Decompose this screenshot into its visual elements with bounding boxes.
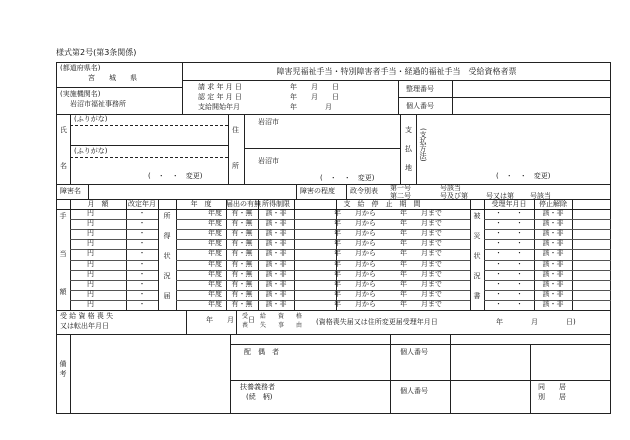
limit-cell: 該・非 (265, 289, 287, 298)
start-month-label: 支給開始年月 (198, 103, 240, 111)
release-cell: 該・非 (542, 299, 564, 308)
furigana-1: (ふりがな) (74, 115, 108, 123)
pension-gaitou1: 号該当 (440, 184, 461, 192)
seiri-label: 整理番号 (406, 85, 434, 93)
support-relation: (続 柄) (246, 393, 273, 401)
report-cell: 有・無 (231, 219, 253, 228)
loss-reason-label-1: 受 給 資 格 (242, 313, 303, 320)
revision-cell: ・ (138, 289, 146, 298)
receipt-cell: ・ ・ (495, 239, 523, 248)
agency-value: 岩沼市福祉事務所 (70, 100, 126, 108)
receipt-cell: ・ ・ (495, 269, 523, 278)
revision-cell: ・ (138, 229, 146, 238)
stop-to-cell: 年 月まで (400, 299, 442, 308)
pension-gaitou2: 号及び第 (440, 192, 468, 200)
table-vline (572, 199, 573, 310)
spouse-label: 配 偶 者 (244, 348, 279, 356)
stop-from-cell: 年 月から (334, 229, 376, 238)
year-cell: 年度 (208, 299, 222, 308)
release-cell: 該・非 (542, 279, 564, 288)
amount-cell: 円 (87, 269, 94, 278)
pension-gaitou3: 号又は第 (486, 192, 514, 200)
loss-reason-note: (資格喪失届又は住所変更届受理年月日 (316, 318, 438, 326)
spouse-kojin-label: 個人番号 (400, 348, 428, 356)
right-label-char: 災 (473, 232, 481, 240)
year-cell: 年度 (208, 239, 222, 248)
report-cell: 有・無 (231, 279, 253, 288)
approval-date-value: 年 月 日 (290, 93, 339, 101)
report-cell: 有・無 (231, 269, 253, 278)
report-cell: 有・無 (231, 229, 253, 238)
stop-from-cell: 年 月から (334, 209, 376, 217)
right-label-char: 被 (473, 212, 481, 220)
receipt-cell: ・ ・ (495, 219, 523, 228)
report-cell: 有・無 (231, 239, 253, 248)
amount-cell: 円 (87, 279, 94, 288)
limit-cell: 該・非 (265, 269, 287, 278)
table-hline (56, 310, 611, 311)
receipt-cell: ・ ・ (495, 229, 523, 238)
name-shi: 氏 (60, 126, 67, 134)
revision-cell: ・ (138, 299, 146, 308)
revision-cell: ・ (138, 259, 146, 268)
amount-cell: 円 (87, 229, 94, 238)
year-cell: 年度 (208, 219, 222, 228)
col-limit-header: 所得制限 (262, 200, 290, 208)
address-label-2: 所 (232, 162, 239, 170)
col-report-header: 届出の有無 (226, 200, 261, 208)
limit-cell: 該・非 (265, 209, 287, 217)
stop-to-cell: 年 月まで (400, 219, 442, 228)
stop-to-cell: 年 月まで (400, 279, 442, 288)
loss-date-value: 年 月 日 (206, 316, 255, 324)
stop-from-cell: 年 月から (334, 269, 376, 278)
stop-from-cell: 年 月から (334, 259, 376, 268)
request-date-value: 年 月 日 (290, 83, 339, 91)
year-cell: 年度 (208, 209, 222, 217)
report-cell: 有・無 (231, 259, 253, 268)
prefecture-value: 宮 城 県 (88, 74, 137, 82)
year-cell: 年度 (208, 289, 222, 298)
amount-cell: 円 (87, 219, 94, 228)
report-cell: 有・無 (231, 249, 253, 258)
right-label-char: 状 (473, 252, 481, 260)
col-release-header: 停止解除 (539, 200, 567, 208)
start-month-value: 年 月 (290, 103, 332, 111)
mid-label-char: 状 (163, 252, 171, 260)
release-cell: 該・非 (542, 229, 564, 238)
revision-cell: ・ (138, 239, 146, 248)
pension-dai1: 第一号 (390, 184, 411, 192)
stop-to-cell: 年 月まで (400, 229, 442, 238)
year-cell: 年度 (208, 259, 222, 268)
receipt-cell: ・ ・ (495, 279, 523, 288)
name-mei: 名 (60, 162, 67, 170)
release-cell: 該・非 (542, 289, 564, 298)
amount-cell: 円 (87, 299, 94, 308)
address-city-1: 岩沼市 (258, 118, 279, 126)
support-kojin-label: 個人番号 (400, 387, 428, 395)
side-label-char: 手 (59, 212, 67, 220)
receipt-cell: ・ ・ (495, 209, 523, 217)
address-change: ( ・ ・ 変更) (320, 174, 375, 182)
remarks-label-1: 備 (59, 360, 67, 368)
loss-date-label-1: 受 給 資 格 喪 失 (60, 312, 114, 320)
stop-to-cell: 年 月まで (400, 289, 442, 298)
agency-label: (実施機関名) (60, 90, 101, 98)
side-label-char: 当 (59, 250, 67, 258)
col-receipt-header: 受理年月日 (491, 200, 527, 208)
col-stop-header: 支 給 停 止 期 間 (343, 200, 421, 208)
disability-degree-label: 障害の程度 (300, 187, 335, 195)
stop-from-cell: 年 月から (334, 219, 376, 228)
approval-date-label: 認 定 年 月 日 (198, 93, 242, 101)
kojin-label: 個人番号 (406, 102, 434, 110)
report-cell: 有・無 (231, 299, 253, 308)
release-cell: 該・非 (542, 249, 564, 258)
stop-to-cell: 年 月まで (400, 249, 442, 258)
revision-cell: ・ (138, 249, 146, 258)
payment-place-3: 地 (405, 164, 412, 172)
year-cell: 年度 (208, 269, 222, 278)
release-cell: 該・非 (542, 239, 564, 248)
limit-cell: 該・非 (265, 299, 287, 308)
limit-cell: 該・非 (265, 229, 287, 238)
payment-place-1: 支 (405, 126, 412, 134)
stop-from-cell: 年 月から (334, 289, 376, 298)
address-city-2: 岩沼市 (258, 157, 279, 165)
year-cell: 年度 (208, 229, 222, 238)
address-label-1: 住 (232, 126, 239, 134)
request-date-label: 請 求 年 月 日 (198, 83, 242, 91)
mid-label-char: 得 (163, 232, 171, 240)
limit-cell: 該・非 (265, 279, 287, 288)
stop-from-cell: 年 月から (334, 239, 376, 248)
loss-reason-label-2: 喪 失 事 由 (242, 322, 303, 329)
receipt-cell: ・ ・ (495, 299, 523, 308)
revision-cell: ・ (138, 279, 146, 288)
name-change: ( ・ ・ 変更) (148, 172, 203, 180)
pension-dai2: 第二号 (390, 192, 411, 200)
form-number: 様式第2号(第3条関係) (56, 48, 137, 57)
limit-cell: 該・非 (265, 249, 287, 258)
col-year-header: 年 度 (190, 200, 212, 208)
stop-to-cell: 年 月まで (400, 259, 442, 268)
stop-to-cell: 年 月まで (400, 209, 442, 217)
release-cell: 該・非 (542, 209, 564, 217)
mid-label-char: 況 (163, 272, 171, 280)
receipt-cell: ・ ・ (495, 249, 523, 258)
limit-cell: 該・非 (265, 239, 287, 248)
mid-label-char: 届 (163, 292, 171, 300)
pension-gaitou4: 号該当 (530, 192, 551, 200)
prefecture-label: (都道府県名) (60, 64, 101, 72)
col-revision-header: 改定年月 (128, 200, 156, 208)
stop-to-cell: 年 月まで (400, 239, 442, 248)
amount-cell: 円 (87, 249, 94, 258)
loss-date-label-2: 又は転出年月日 (60, 322, 109, 330)
report-cell: 有・無 (231, 209, 253, 217)
support-label-2: 扶養義務者 (240, 383, 275, 391)
payment-place-2: 払 (405, 145, 412, 153)
payment-change: ( ・ ・ 変更) (496, 172, 551, 180)
mid-label-char: 所 (163, 212, 171, 220)
col-amount-header: 月 額 (87, 200, 109, 208)
stop-from-cell: 年 月から (334, 249, 376, 258)
right-label-char: 書 (473, 292, 481, 300)
furigana-2: (ふりがな) (74, 147, 108, 155)
receipt-cell: ・ ・ (495, 259, 523, 268)
bekkyo-label: 別 居 (538, 393, 566, 401)
revision-cell: ・ (138, 219, 146, 228)
side-label-char: 額 (59, 288, 67, 296)
report-cell: 有・無 (231, 289, 253, 298)
limit-cell: 該・非 (265, 259, 287, 268)
stop-to-cell: 年 月まで (400, 269, 442, 278)
revision-cell: ・ (138, 269, 146, 278)
amount-cell: 円 (87, 209, 94, 217)
release-cell: 該・非 (542, 259, 564, 268)
release-cell: 該・非 (542, 269, 564, 278)
revision-cell: ・ (138, 209, 146, 217)
pension-table-label: 政令別表 (350, 187, 378, 195)
receipt-cell: ・ ・ (495, 289, 523, 298)
stop-from-cell: 年 月から (334, 299, 376, 308)
stop-from-cell: 年 月から (334, 279, 376, 288)
loss-reason-date: 年 月 日) (496, 318, 576, 326)
limit-cell: 該・非 (265, 219, 287, 228)
year-cell: 年度 (208, 279, 222, 288)
amount-cell: 円 (87, 239, 94, 248)
amount-cell: 円 (87, 259, 94, 268)
disability-name-label: 障害名 (60, 187, 81, 195)
release-cell: 該・非 (542, 219, 564, 228)
year-cell: 年度 (208, 249, 222, 258)
table-vline (294, 199, 295, 310)
amount-cell: 円 (87, 289, 94, 298)
right-label-char: 況 (473, 272, 481, 280)
payment-method-note: (支払方法) (419, 128, 427, 162)
dokyo-label: 同 居 (538, 383, 566, 391)
form-title: 障害児福祉手当・特別障害者手当・経過的福祉手当 受給資格者票 (276, 67, 517, 76)
remarks-label-2: 考 (59, 370, 67, 378)
